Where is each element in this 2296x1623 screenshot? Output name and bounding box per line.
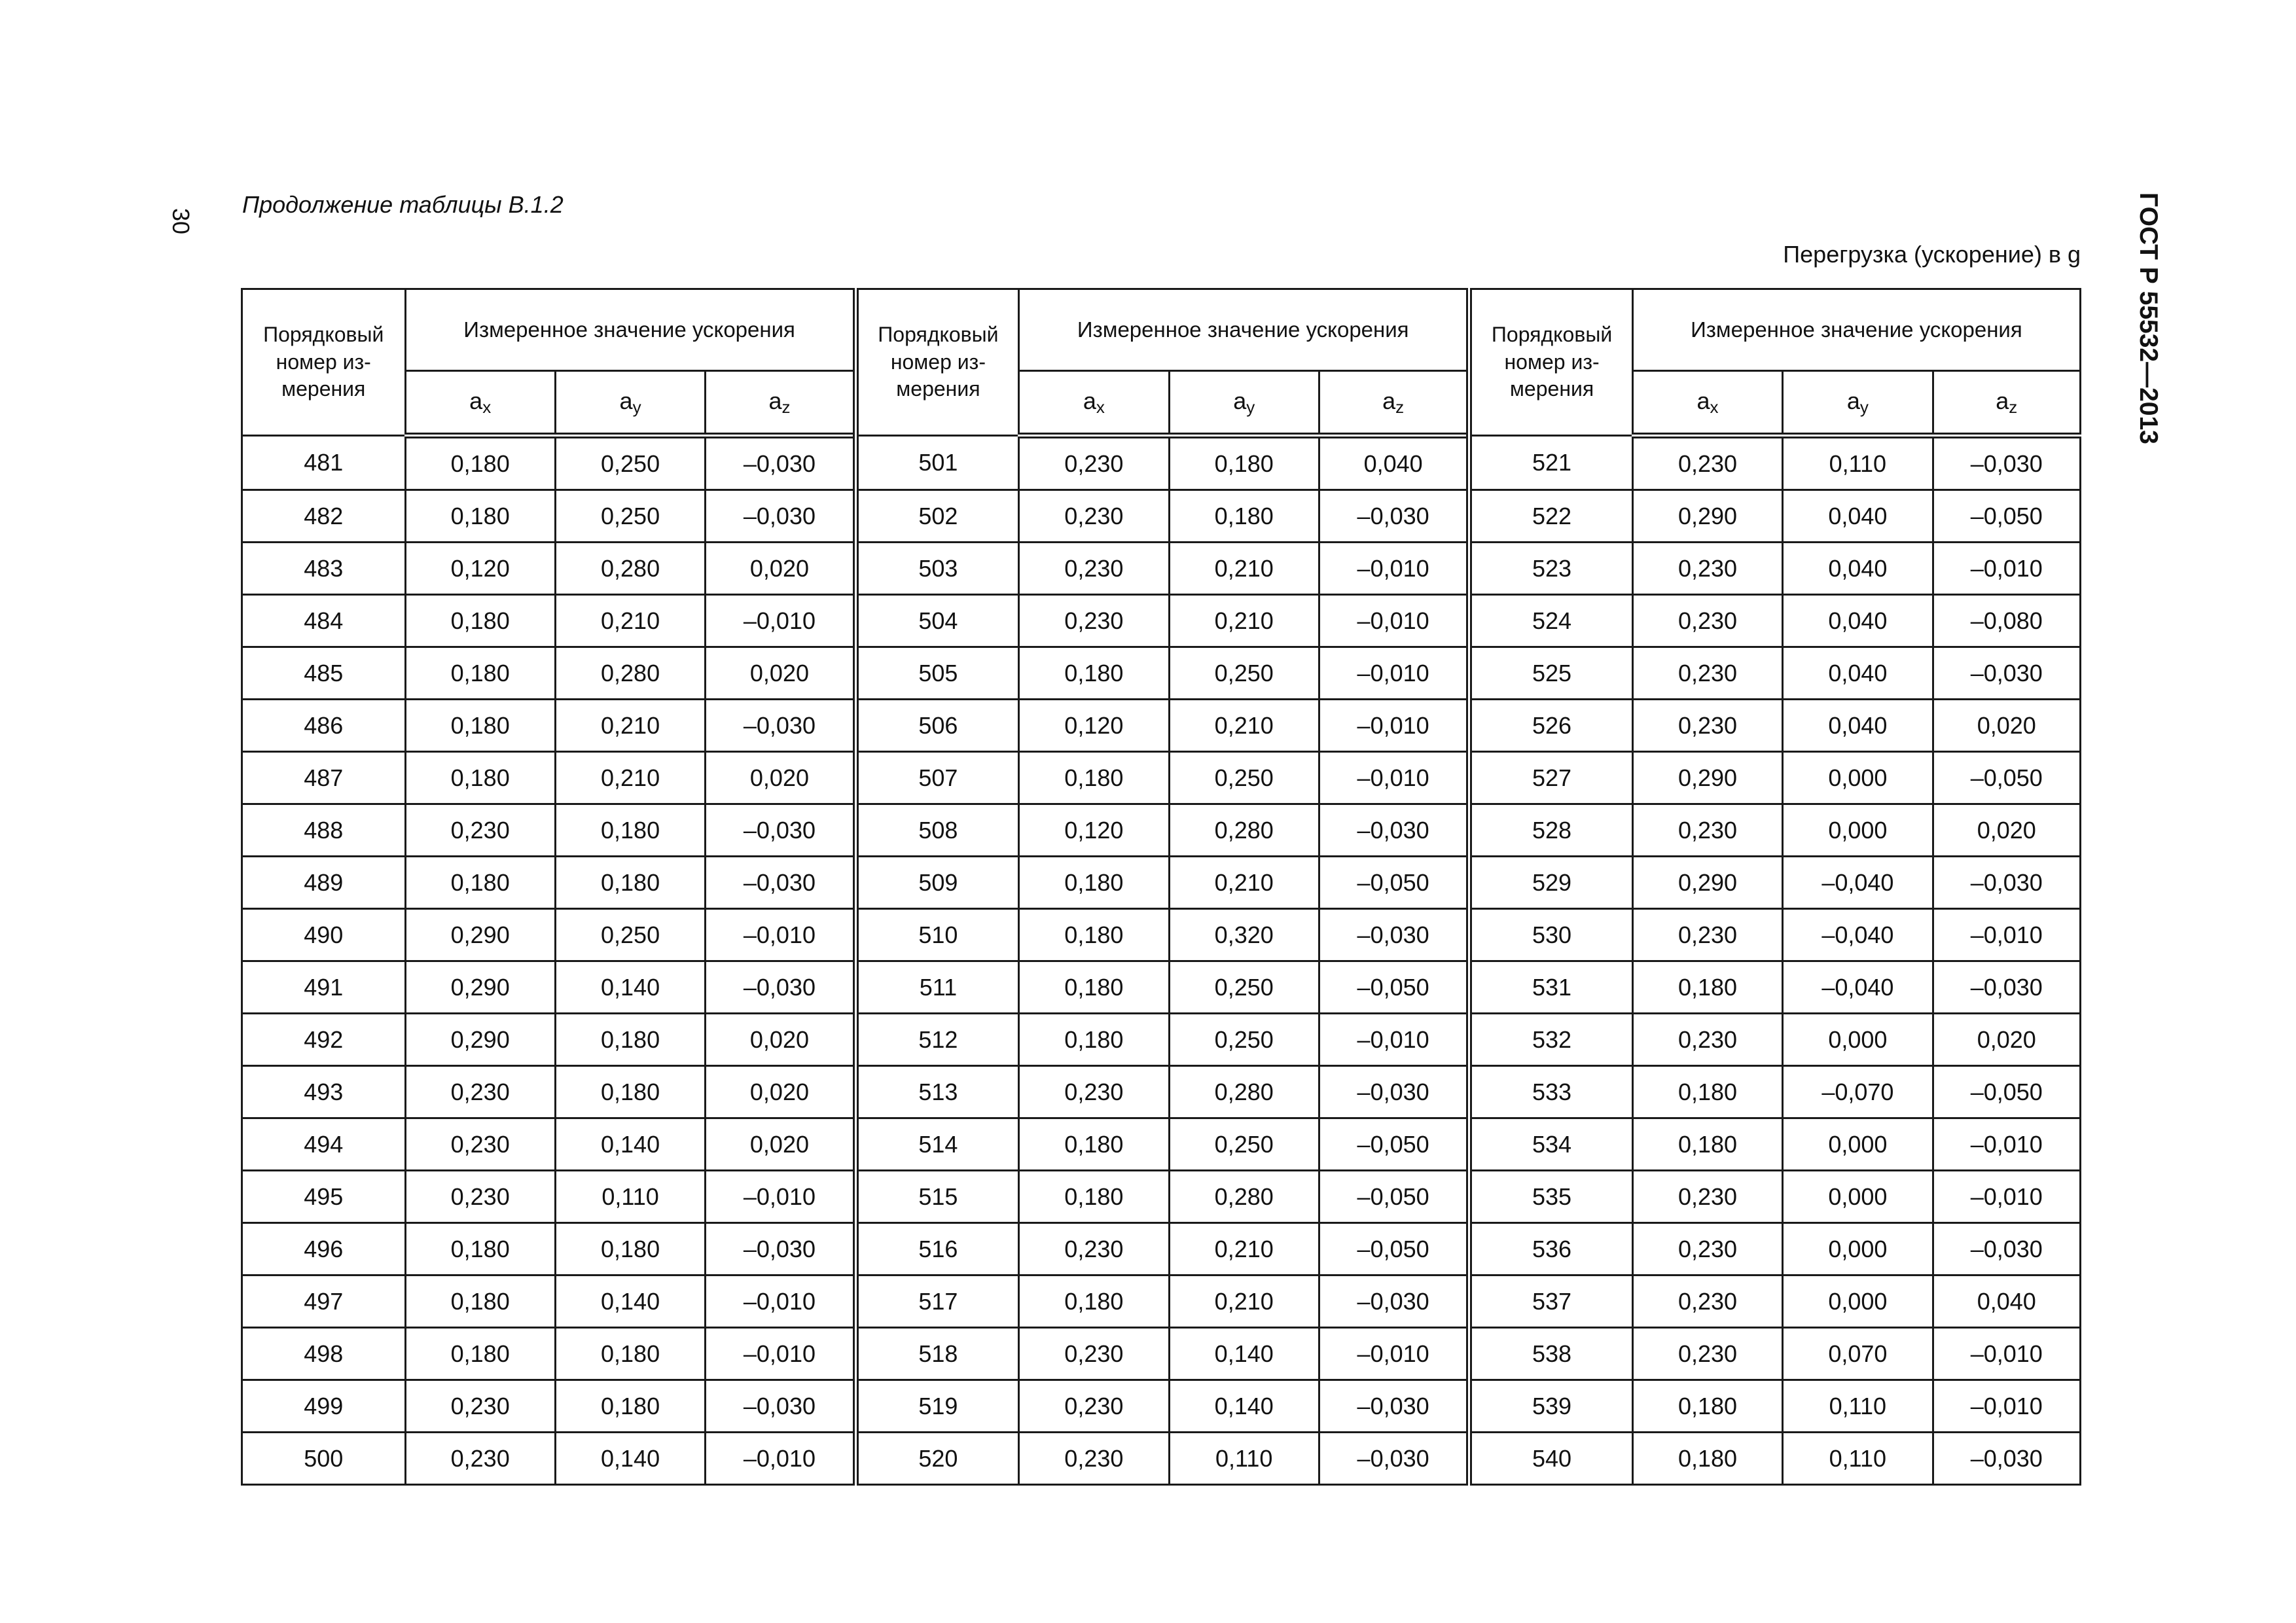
measurement-number-cell: 482 xyxy=(242,490,406,543)
measurement-number-cell: 523 xyxy=(1469,543,1633,595)
measurement-number-cell: 484 xyxy=(242,595,406,647)
measurement-number-cell: 514 xyxy=(855,1118,1019,1171)
table-row xyxy=(242,1275,2081,1328)
ax-value-cell: 0,230 xyxy=(1019,490,1169,543)
table-row xyxy=(242,1014,2081,1066)
az-value-cell: –0,050 xyxy=(1319,1171,1469,1223)
ax-value-cell: 0,180 xyxy=(405,436,555,490)
ay-value-cell: 0,000 xyxy=(1783,1223,1933,1275)
az-value-cell: –0,010 xyxy=(1319,752,1469,804)
ax-value-cell: 0,180 xyxy=(1019,1171,1169,1223)
az-value-cell: –0,010 xyxy=(1933,909,2080,961)
measurement-number-cell: 528 xyxy=(1469,804,1633,857)
ax-value-cell: 0,230 xyxy=(1019,1066,1169,1118)
ay-value-cell: –0,040 xyxy=(1783,961,1933,1014)
ay-value-cell: 0,140 xyxy=(1169,1380,1319,1433)
az-value-cell: –0,010 xyxy=(1933,1171,2080,1223)
az-value-cell: –0,010 xyxy=(706,1433,855,1485)
ay-value-cell: 0,040 xyxy=(1783,595,1933,647)
measurement-number-cell: 525 xyxy=(1469,647,1633,700)
measurement-number-cell: 532 xyxy=(1469,1014,1633,1066)
axis-z-header: $a_z$ xyxy=(1319,371,1469,436)
axis-x-header: $a_x$ xyxy=(405,371,555,436)
measurement-number-cell: 487 xyxy=(242,752,406,804)
ax-value-cell: 0,230 xyxy=(1019,1380,1169,1433)
ax-value-cell: 0,230 xyxy=(405,1171,555,1223)
measurement-number-cell: 491 xyxy=(242,961,406,1014)
az-value-cell: –0,030 xyxy=(706,436,855,490)
az-value-cell: –0,050 xyxy=(1319,961,1469,1014)
measurement-number-cell: 517 xyxy=(855,1275,1019,1328)
ax-value-cell: 0,180 xyxy=(405,1275,555,1328)
ay-value-cell: 0,110 xyxy=(1783,1433,1933,1485)
table-row xyxy=(242,857,2081,909)
table-row xyxy=(242,804,2081,857)
table-row xyxy=(242,595,2081,647)
measurement-number-cell: 500 xyxy=(242,1433,406,1485)
ay-value-cell: 0,210 xyxy=(1169,857,1319,909)
measurement-number-cell: 539 xyxy=(1469,1380,1633,1433)
measurement-number-header: Порядковый номер из-мерения xyxy=(242,289,406,436)
az-value-cell: –0,030 xyxy=(1319,804,1469,857)
table-row xyxy=(242,1380,2081,1433)
ax-value-cell: 0,230 xyxy=(1632,595,1782,647)
ax-value-cell: 0,230 xyxy=(1632,436,1782,490)
ax-value-cell: 0,230 xyxy=(1632,804,1782,857)
ay-value-cell: 0,140 xyxy=(555,1118,705,1171)
table-row xyxy=(242,1328,2081,1380)
az-value-cell: –0,050 xyxy=(1933,1066,2080,1118)
table-caption: Продолжение таблицы В.1.2 xyxy=(242,191,564,218)
az-value-cell: –0,030 xyxy=(706,490,855,543)
az-value-cell: 0,020 xyxy=(706,752,855,804)
ay-value-cell: 0,280 xyxy=(1169,1171,1319,1223)
ay-value-cell: 0,040 xyxy=(1783,700,1933,752)
measurement-number-cell: 495 xyxy=(242,1171,406,1223)
axis-z-header: $a_z$ xyxy=(1933,371,2080,436)
az-value-cell: –0,030 xyxy=(1933,1223,2080,1275)
az-value-cell: –0,030 xyxy=(1933,961,2080,1014)
ay-value-cell: 0,250 xyxy=(555,909,705,961)
measurement-number-cell: 485 xyxy=(242,647,406,700)
ax-value-cell: 0,120 xyxy=(1019,804,1169,857)
az-value-cell: –0,030 xyxy=(706,961,855,1014)
az-value-cell: –0,030 xyxy=(1319,1066,1469,1118)
az-value-cell: –0,010 xyxy=(1319,595,1469,647)
measurement-number-cell: 529 xyxy=(1469,857,1633,909)
az-value-cell: –0,030 xyxy=(1933,436,2080,490)
ax-value-cell: 0,180 xyxy=(1019,1118,1169,1171)
az-value-cell: –0,080 xyxy=(1933,595,2080,647)
ax-value-cell: 0,230 xyxy=(1019,595,1169,647)
ax-value-cell: 0,180 xyxy=(1632,1066,1782,1118)
measurement-number-cell: 538 xyxy=(1469,1328,1633,1380)
ay-value-cell: –0,040 xyxy=(1783,909,1933,961)
ax-value-cell: 0,180 xyxy=(1019,857,1169,909)
acceleration-table xyxy=(241,288,2081,1486)
ay-value-cell: 0,070 xyxy=(1783,1328,1933,1380)
ay-value-cell: 0,280 xyxy=(1169,1066,1319,1118)
ay-value-cell: –0,070 xyxy=(1783,1066,1933,1118)
table-row xyxy=(242,961,2081,1014)
ay-value-cell: 0,000 xyxy=(1783,1171,1933,1223)
table-row xyxy=(242,1223,2081,1275)
az-value-cell: –0,030 xyxy=(706,804,855,857)
axis-z-header: $a_z$ xyxy=(706,371,855,436)
table-row xyxy=(242,1118,2081,1171)
ay-value-cell: 0,000 xyxy=(1783,1014,1933,1066)
ay-value-cell: 0,040 xyxy=(1783,543,1933,595)
ax-value-cell: 0,180 xyxy=(1019,1275,1169,1328)
ax-value-cell: 0,290 xyxy=(1632,857,1782,909)
az-value-cell: 0,020 xyxy=(706,1066,855,1118)
ay-value-cell: 0,280 xyxy=(555,543,705,595)
ay-value-cell: 0,250 xyxy=(1169,1014,1319,1066)
header-row-main xyxy=(242,289,2081,371)
axis-y-header: $a_y$ xyxy=(1169,371,1319,436)
ay-value-cell: 0,210 xyxy=(555,752,705,804)
az-value-cell: –0,010 xyxy=(706,1171,855,1223)
az-value-cell: –0,010 xyxy=(1933,1118,2080,1171)
az-value-cell: –0,010 xyxy=(1319,543,1469,595)
az-value-cell: 0,020 xyxy=(706,1014,855,1066)
ay-value-cell: 0,180 xyxy=(555,857,705,909)
ay-value-cell: 0,210 xyxy=(1169,595,1319,647)
measurement-number-cell: 515 xyxy=(855,1171,1019,1223)
ay-value-cell: 0,040 xyxy=(1783,490,1933,543)
ax-value-cell: 0,290 xyxy=(405,961,555,1014)
az-value-cell: –0,030 xyxy=(1319,909,1469,961)
ay-value-cell: 0,000 xyxy=(1783,1118,1933,1171)
az-value-cell: –0,030 xyxy=(1319,490,1469,543)
az-value-cell: –0,030 xyxy=(1319,1275,1469,1328)
table-row xyxy=(242,647,2081,700)
ay-value-cell: 0,110 xyxy=(1783,436,1933,490)
ax-value-cell: 0,230 xyxy=(1019,543,1169,595)
measurement-number-cell: 483 xyxy=(242,543,406,595)
measurement-number-cell: 537 xyxy=(1469,1275,1633,1328)
measurement-number-cell: 493 xyxy=(242,1066,406,1118)
ax-value-cell: 0,180 xyxy=(1632,1380,1782,1433)
az-value-cell: 0,020 xyxy=(1933,700,2080,752)
ax-value-cell: 0,180 xyxy=(405,700,555,752)
measurement-number-cell: 507 xyxy=(855,752,1019,804)
ax-value-cell: 0,180 xyxy=(405,1223,555,1275)
ay-value-cell: 0,180 xyxy=(555,1014,705,1066)
az-value-cell: –0,030 xyxy=(1933,857,2080,909)
table-body xyxy=(242,436,2081,1485)
az-value-cell: –0,010 xyxy=(706,909,855,961)
ay-value-cell: 0,250 xyxy=(1169,961,1319,1014)
az-value-cell: –0,010 xyxy=(1933,543,2080,595)
header-row-axes xyxy=(242,371,2081,436)
ax-value-cell: 0,180 xyxy=(1632,961,1782,1014)
ax-value-cell: 0,230 xyxy=(1632,1171,1782,1223)
ay-value-cell: 0,180 xyxy=(555,1223,705,1275)
measurement-number-cell: 498 xyxy=(242,1328,406,1380)
measurement-number-cell: 536 xyxy=(1469,1223,1633,1275)
table-row xyxy=(242,1171,2081,1223)
measurement-number-cell: 508 xyxy=(855,804,1019,857)
measurement-number-cell: 492 xyxy=(242,1014,406,1066)
axis-x-header: $a_x$ xyxy=(1019,371,1169,436)
measurement-number-cell: 504 xyxy=(855,595,1019,647)
az-value-cell: –0,050 xyxy=(1933,490,2080,543)
measurement-number-header: Порядковый номер из-мерения xyxy=(1469,289,1633,436)
ax-value-cell: 0,180 xyxy=(405,595,555,647)
measurement-number-cell: 518 xyxy=(855,1328,1019,1380)
acceleration-group-header: Измеренное значение ускорения xyxy=(405,289,855,371)
ax-value-cell: 0,180 xyxy=(405,490,555,543)
measurement-number-cell: 497 xyxy=(242,1275,406,1328)
ax-value-cell: 0,290 xyxy=(405,1014,555,1066)
ay-value-cell: 0,140 xyxy=(555,961,705,1014)
measurement-number-cell: 503 xyxy=(855,543,1019,595)
az-value-cell: 0,040 xyxy=(1319,436,1469,490)
ay-value-cell: 0,250 xyxy=(555,490,705,543)
ax-value-cell: 0,180 xyxy=(1019,1014,1169,1066)
measurement-number-cell: 519 xyxy=(855,1380,1019,1433)
ax-value-cell: 0,230 xyxy=(1019,1433,1169,1485)
ay-value-cell: 0,110 xyxy=(555,1171,705,1223)
ay-value-cell: 0,040 xyxy=(1783,647,1933,700)
az-value-cell: –0,010 xyxy=(1319,1328,1469,1380)
measurement-number-cell: 522 xyxy=(1469,490,1633,543)
ay-value-cell: 0,110 xyxy=(1783,1380,1933,1433)
az-value-cell: –0,010 xyxy=(706,595,855,647)
measurement-number-cell: 531 xyxy=(1469,961,1633,1014)
table-row xyxy=(242,543,2081,595)
ay-value-cell: 0,210 xyxy=(1169,543,1319,595)
measurement-number-cell: 520 xyxy=(855,1433,1019,1485)
az-value-cell: –0,030 xyxy=(706,1380,855,1433)
ax-value-cell: 0,230 xyxy=(405,1066,555,1118)
ax-value-cell: 0,230 xyxy=(1019,436,1169,490)
ay-value-cell: 0,210 xyxy=(555,700,705,752)
ax-value-cell: 0,180 xyxy=(1632,1118,1782,1171)
ay-value-cell: 0,140 xyxy=(555,1275,705,1328)
ay-value-cell: 0,180 xyxy=(555,1328,705,1380)
table-row xyxy=(242,909,2081,961)
measurement-number-cell: 488 xyxy=(242,804,406,857)
az-value-cell: –0,050 xyxy=(1319,1223,1469,1275)
ax-value-cell: 0,290 xyxy=(1632,490,1782,543)
az-value-cell: 0,020 xyxy=(1933,1014,2080,1066)
az-value-cell: –0,050 xyxy=(1319,1118,1469,1171)
az-value-cell: –0,050 xyxy=(1933,752,2080,804)
az-value-cell: –0,030 xyxy=(1933,1433,2080,1485)
measurement-number-cell: 499 xyxy=(242,1380,406,1433)
measurement-number-header: Порядковый номер из-мерения xyxy=(855,289,1019,436)
table-row xyxy=(242,436,2081,490)
unit-note: Перегрузка (ускорение) в g xyxy=(1783,241,2081,268)
ay-value-cell: 0,210 xyxy=(1169,1275,1319,1328)
measurement-number-cell: 512 xyxy=(855,1014,1019,1066)
ax-value-cell: 0,180 xyxy=(405,752,555,804)
ax-value-cell: 0,230 xyxy=(1632,1328,1782,1380)
ay-value-cell: 0,250 xyxy=(555,436,705,490)
acceleration-group-header: Измеренное значение ускорения xyxy=(1019,289,1469,371)
acceleration-group-header: Измеренное значение ускорения xyxy=(1632,289,2080,371)
ax-value-cell: 0,230 xyxy=(1632,1275,1782,1328)
az-value-cell: –0,010 xyxy=(1319,700,1469,752)
ay-value-cell: 0,210 xyxy=(1169,1223,1319,1275)
measurement-number-cell: 534 xyxy=(1469,1118,1633,1171)
measurement-number-cell: 530 xyxy=(1469,909,1633,961)
az-value-cell: –0,010 xyxy=(1933,1380,2080,1433)
ay-value-cell: 0,000 xyxy=(1783,752,1933,804)
axis-x-header: $a_x$ xyxy=(1632,371,1782,436)
measurement-number-cell: 526 xyxy=(1469,700,1633,752)
az-value-cell: 0,020 xyxy=(706,647,855,700)
ax-value-cell: 0,230 xyxy=(1632,647,1782,700)
ax-value-cell: 0,120 xyxy=(405,543,555,595)
measurement-number-cell: 489 xyxy=(242,857,406,909)
measurement-number-cell: 540 xyxy=(1469,1433,1633,1485)
page-number: 30 xyxy=(168,208,194,235)
table-row xyxy=(242,752,2081,804)
ax-value-cell: 0,120 xyxy=(1019,700,1169,752)
ay-value-cell: 0,140 xyxy=(1169,1328,1319,1380)
ay-value-cell: 0,280 xyxy=(555,647,705,700)
ay-value-cell: 0,180 xyxy=(1169,490,1319,543)
az-value-cell: –0,010 xyxy=(1319,647,1469,700)
ax-value-cell: 0,180 xyxy=(1019,961,1169,1014)
measurement-number-cell: 535 xyxy=(1469,1171,1633,1223)
ay-value-cell: 0,210 xyxy=(555,595,705,647)
measurement-number-cell: 501 xyxy=(855,436,1019,490)
measurement-number-cell: 505 xyxy=(855,647,1019,700)
ay-value-cell: –0,040 xyxy=(1783,857,1933,909)
measurement-number-cell: 533 xyxy=(1469,1066,1633,1118)
az-value-cell: 0,020 xyxy=(1933,804,2080,857)
az-value-cell: –0,010 xyxy=(706,1328,855,1380)
ax-value-cell: 0,230 xyxy=(1632,543,1782,595)
table-row xyxy=(242,1433,2081,1485)
az-value-cell: –0,010 xyxy=(1933,1328,2080,1380)
ax-value-cell: 0,230 xyxy=(405,1118,555,1171)
ay-value-cell: 0,280 xyxy=(1169,804,1319,857)
ax-value-cell: 0,180 xyxy=(1632,1433,1782,1485)
table-row xyxy=(242,1066,2081,1118)
axis-y-header: $a_y$ xyxy=(1783,371,1933,436)
ax-value-cell: 0,230 xyxy=(1019,1223,1169,1275)
measurement-number-cell: 506 xyxy=(855,700,1019,752)
ax-value-cell: 0,290 xyxy=(405,909,555,961)
measurement-number-cell: 516 xyxy=(855,1223,1019,1275)
ay-value-cell: 0,110 xyxy=(1169,1433,1319,1485)
ax-value-cell: 0,230 xyxy=(1632,909,1782,961)
ax-value-cell: 0,230 xyxy=(405,1380,555,1433)
measurement-number-cell: 502 xyxy=(855,490,1019,543)
ay-value-cell: 0,000 xyxy=(1783,804,1933,857)
ay-value-cell: 0,180 xyxy=(555,804,705,857)
ax-value-cell: 0,180 xyxy=(405,857,555,909)
ax-value-cell: 0,180 xyxy=(405,1328,555,1380)
az-value-cell: –0,030 xyxy=(1319,1433,1469,1485)
measurement-number-cell: 486 xyxy=(242,700,406,752)
measurement-number-cell: 521 xyxy=(1469,436,1633,490)
az-value-cell: –0,050 xyxy=(1319,857,1469,909)
axis-y-header: $a_y$ xyxy=(555,371,705,436)
ax-value-cell: 0,180 xyxy=(1019,752,1169,804)
ay-value-cell: 0,250 xyxy=(1169,1118,1319,1171)
ay-value-cell: 0,250 xyxy=(1169,752,1319,804)
ax-value-cell: 0,230 xyxy=(405,804,555,857)
measurement-number-cell: 511 xyxy=(855,961,1019,1014)
az-value-cell: 0,040 xyxy=(1933,1275,2080,1328)
ax-value-cell: 0,180 xyxy=(1019,909,1169,961)
az-value-cell: –0,030 xyxy=(706,857,855,909)
ax-value-cell: 0,230 xyxy=(1632,700,1782,752)
ay-value-cell: 0,180 xyxy=(555,1380,705,1433)
az-value-cell: –0,030 xyxy=(706,1223,855,1275)
ax-value-cell: 0,180 xyxy=(1019,647,1169,700)
measurement-number-cell: 509 xyxy=(855,857,1019,909)
measurement-number-cell: 494 xyxy=(242,1118,406,1171)
az-value-cell: –0,030 xyxy=(1933,647,2080,700)
measurement-number-cell: 481 xyxy=(242,436,406,490)
az-value-cell: –0,010 xyxy=(1319,1014,1469,1066)
table-row xyxy=(242,490,2081,543)
document-id: ГОСТ Р 55532—2013 xyxy=(2134,192,2162,444)
ay-value-cell: 0,180 xyxy=(1169,436,1319,490)
ay-value-cell: 0,140 xyxy=(555,1433,705,1485)
ay-value-cell: 0,210 xyxy=(1169,700,1319,752)
ay-value-cell: 0,180 xyxy=(555,1066,705,1118)
az-value-cell: 0,020 xyxy=(706,543,855,595)
measurement-number-cell: 496 xyxy=(242,1223,406,1275)
az-value-cell: 0,020 xyxy=(706,1118,855,1171)
az-value-cell: –0,010 xyxy=(706,1275,855,1328)
measurement-number-cell: 524 xyxy=(1469,595,1633,647)
measurement-number-cell: 513 xyxy=(855,1066,1019,1118)
measurement-number-cell: 510 xyxy=(855,909,1019,961)
ax-value-cell: 0,230 xyxy=(1019,1328,1169,1380)
ax-value-cell: 0,180 xyxy=(405,647,555,700)
table-row xyxy=(242,700,2081,752)
ay-value-cell: 0,320 xyxy=(1169,909,1319,961)
ax-value-cell: 0,230 xyxy=(405,1433,555,1485)
ax-value-cell: 0,290 xyxy=(1632,752,1782,804)
az-value-cell: –0,030 xyxy=(706,700,855,752)
az-value-cell: –0,030 xyxy=(1319,1380,1469,1433)
ax-value-cell: 0,230 xyxy=(1632,1014,1782,1066)
ay-value-cell: 0,250 xyxy=(1169,647,1319,700)
ax-value-cell: 0,230 xyxy=(1632,1223,1782,1275)
measurement-number-cell: 490 xyxy=(242,909,406,961)
ay-value-cell: 0,000 xyxy=(1783,1275,1933,1328)
measurement-number-cell: 527 xyxy=(1469,752,1633,804)
